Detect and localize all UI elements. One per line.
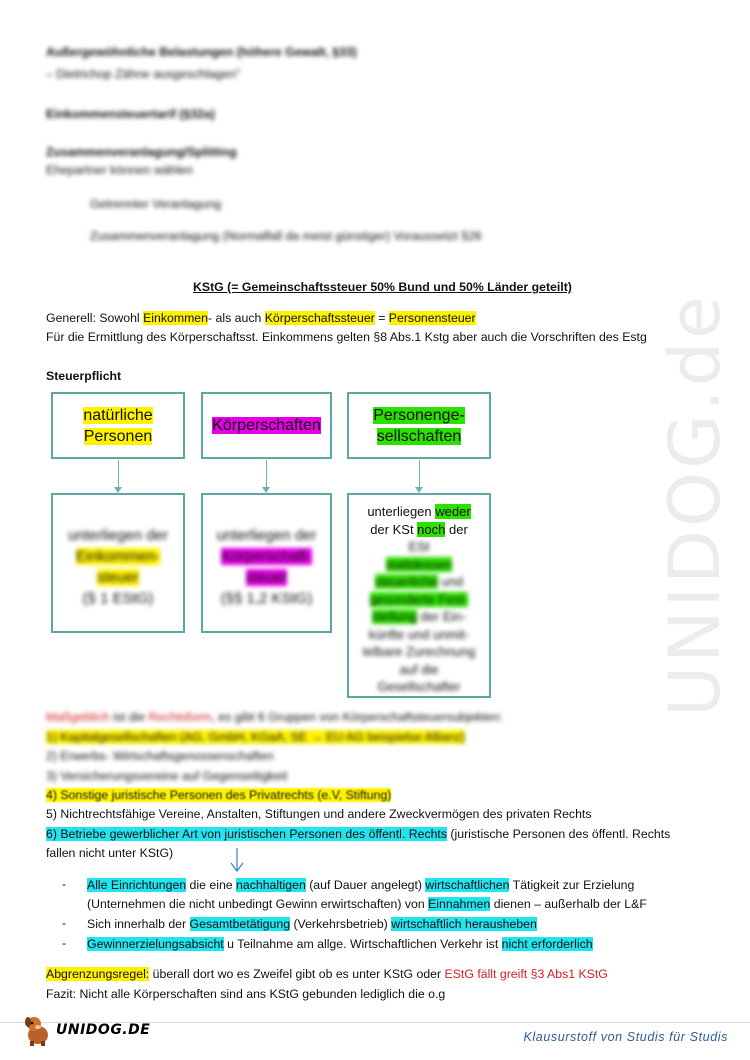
group-item-4: 4) Sonstige juristische Personen des Privatrechts (e.V, Stiftung) [46, 788, 392, 802]
arrow-down-3 [419, 460, 420, 492]
page-title: KStG (= Gemeinschaftssteuer 50% Bund und 50% Länder geteilt) [193, 280, 572, 294]
footer-logo [22, 1013, 150, 1047]
section-title-steuerpflicht: Steuerpflicht [46, 369, 122, 383]
watermark: UNIDOG.de [654, 292, 736, 718]
intro-paragraph-2: Für die Ermittlung des Körperschaftsst. Einkommens gelten §8 Abs.1 Kstg aber auch die Vorschriften des Estg [46, 330, 647, 344]
bullet-dash-3: - [62, 936, 67, 950]
arrow-down-icon [229, 848, 245, 874]
group-item-2: 2) Erwerbs- Wirtschaftsgenossenschaften [46, 749, 274, 763]
blurred-text-1: – Dietrichop Zähne ausgeschlagen" [46, 67, 241, 81]
abgrenzungsregel: Abgrenzungsregel: überall dort wo es Zweifel gibt ob es unter KStG oder EStG fällt greift §3 Abs1 KStG [46, 967, 608, 981]
bullet-dash-2: - [62, 916, 67, 930]
bullet-item-1: Alle Einrichtungen die eine nachhaltigen (auf Dauer angelegt) wirtschaftlichen Tätigkeit zur Erzielung [87, 878, 635, 892]
group-item-5: 5) Nichtrechtsfähige Vereine, Anstalten, Stiftungen und andere Zweckvermögen des privaten Rechts [46, 807, 592, 821]
blurred-heading-1: Außergewöhnliche Belastungen (höhere Gewalt, §33) [46, 45, 357, 59]
blurred-text-2: Ehepartner können wählen [46, 163, 193, 177]
group-item-3: 3) Versicherungsvereine auf Gegenseitigkeit [46, 769, 288, 783]
bullet-item-1-continued: (Unternehmen die nicht unbedingt Gewinn erwirtschaften) von Einnahmen dienen – außerhalb der L&F [87, 897, 647, 911]
blurred-heading-3: Zusammenveranlagung/Splitting [46, 145, 237, 159]
box-natuerliche-personen: natürliche Personen [51, 392, 185, 459]
box-koerperschaften: Körperschaften [201, 392, 332, 459]
blurred-heading-2: Einkommensteuertarif (§32a) [46, 107, 215, 121]
group-item-6-continued: fallen nicht unter KStG) [46, 846, 174, 860]
group-item-6: 6) Betriebe gewerblicher Art von juristischen Personen des öffentl. Rechts (juristische Personen des öffentl. Rechts [46, 827, 671, 841]
box-koerperschaftsteuer: unterliegen der Körperschaft- steuer (§§ 1,2 KStG) [201, 493, 332, 633]
fazit: Fazit: Nicht alle Körperschaften sind ans KStG gebunden lediglich die o.g [46, 987, 446, 1001]
groups-intro: Maßgeblich ist die Rechtsform, es gibt 6 Gruppen von Körperschaftsteuersubjekten: [46, 710, 503, 724]
blurred-text-4: Zusammenveranlagung (Normalfall da meist günstiger) Voraussetzt §26 [90, 229, 482, 243]
bullet-dash-1: - [62, 877, 67, 891]
bullet-item-3: Gewinnerzielungsabsicht u Teilnahme am allge. Wirtschaftlichen Verkehr ist nicht erforderlich [87, 937, 593, 951]
dog-logo-icon [22, 1013, 54, 1047]
footer-tagline: Klausurstoff von Studis für Studis [523, 1030, 728, 1044]
box-personengesellschaft-besteuerung: unterliegen weder der KSt noch der ESt stattdessen steuerliche und gesonderte Fest- stellung der Ein- künfte und unmit- telbare Zurechnung auf die Gesellschafter [347, 493, 491, 698]
group-item-1: 1) Kapitalgesellschaften (AG, GmbH, KGaA, SE → EU AG beispielse Allianz) [46, 730, 465, 744]
arrow-down-2 [266, 460, 267, 492]
arrow-down-1 [118, 460, 119, 492]
footer-logo-text: UNIDOG.DE [56, 1022, 151, 1038]
bullet-item-2: Sich innerhalb der Gesamtbetätigung (Verkehrsbetrieb) wirtschaftlich herausheben [87, 917, 537, 931]
intro-paragraph-1: Generell: Sowohl Einkommen- als auch Körperschaftssteuer = Personensteuer [46, 311, 476, 325]
blurred-text-3: Getrennter Veranlagung [90, 197, 222, 211]
box-personengesellschaften: Personenge- sellschaften [347, 392, 491, 459]
box-einkommensteuer: unterliegen der Einkommen- steuer (§ 1 EStG) [51, 493, 185, 633]
